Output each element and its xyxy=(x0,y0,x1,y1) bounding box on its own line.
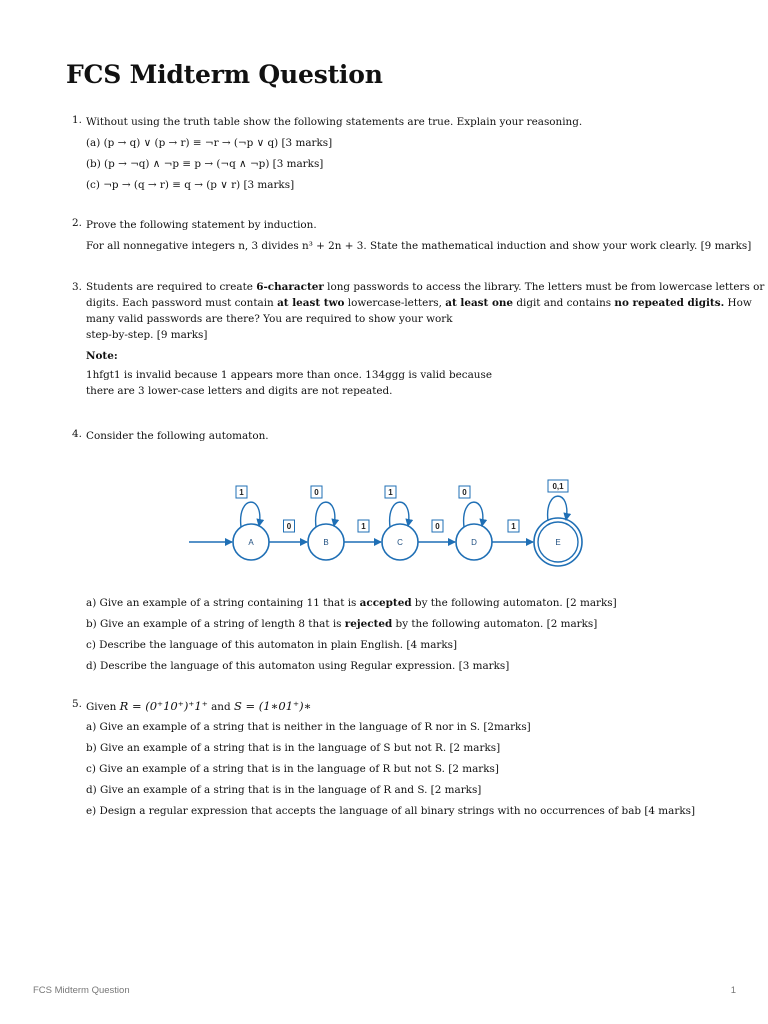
text: digits. Each password must contain xyxy=(86,297,278,309)
regex-s: S = (1∗01⁺)∗ xyxy=(233,699,312,713)
q2-line-2: For all nonnegative integers n, 3 divides n³ + 2n + 3. State the mathematical induction and show your work clearly. [9 marks] xyxy=(86,240,752,252)
text: by the following automaton. [2 marks] xyxy=(392,618,598,630)
q4-part-a xyxy=(86,593,706,614)
q1-part-c: (c) ¬p → (q → r) ≡ q → (p ∨ r) [3 marks] xyxy=(86,179,295,191)
footer-title: FCS Midterm Question xyxy=(33,985,130,996)
question-number: 5. xyxy=(72,698,82,710)
emphasis: rejected xyxy=(344,618,393,630)
q3-line-4: step-by-step. [9 marks] xyxy=(86,329,208,341)
question-body xyxy=(86,215,752,257)
emphasis: accepted xyxy=(359,597,412,609)
q4-part-b xyxy=(86,614,706,635)
regex-r: R = (0⁺10⁺)⁺1⁺ xyxy=(119,699,208,713)
automaton-layer xyxy=(189,480,582,566)
text: Students are required to create xyxy=(86,281,257,293)
q1-part-a: (a) (p → q) ∨ (p → r) ≡ ¬r → (¬p ∨ q) [3 marks] xyxy=(86,137,333,149)
question-body xyxy=(86,696,706,822)
edge-label: 0 xyxy=(435,522,440,531)
state-label: B xyxy=(323,538,329,547)
q5-part-d: d) Give an example of a string that is in the language of R and S. [2 marks] xyxy=(86,784,482,796)
q5-part-e: e) Design a regular expression that accepts the language of all binary strings with no occurrences of bab [4 marks] xyxy=(86,805,696,817)
text: digit and contains xyxy=(513,297,615,309)
q4-part-d: d) Describe the language of this automaton using Regular expression. [3 marks] xyxy=(86,660,510,672)
q1-intro: Without using the truth table show the following statements are true. Explain your reasoning. xyxy=(86,116,583,128)
q3-note-line-1: 1hfgt1 is invalid because 1 appears more than once. 134ggg is valid because xyxy=(86,369,492,381)
emphasis: 6-character xyxy=(256,281,324,293)
text: a) Give an example of a string containing 11 that is xyxy=(86,597,360,609)
text: by the following automaton. [2 marks] xyxy=(411,597,617,609)
q4-part-c: c) Describe the language of this automaton in plain English. [4 marks] xyxy=(86,639,458,651)
emphasis: at least two xyxy=(277,297,345,309)
edge-label: 1 xyxy=(511,522,516,531)
q3-line-3: many valid passwords are there? You are required to show your work xyxy=(86,313,453,325)
text: and xyxy=(207,701,234,713)
text: Given xyxy=(86,701,120,713)
q1-part-b: (b) (p → ¬q) ∧ ¬p ≡ p → (¬q ∧ ¬p) [3 marks] xyxy=(86,158,324,170)
question-body xyxy=(86,112,706,196)
q5-given xyxy=(86,696,706,717)
emphasis: no repeated digits. xyxy=(614,297,725,309)
text: long passwords to access the library. The letters must be from lowercase letters or xyxy=(323,281,765,293)
question-body xyxy=(86,279,765,399)
page-title: FCS Midterm Question xyxy=(66,60,383,89)
question-body xyxy=(86,593,706,677)
emphasis: at least one xyxy=(445,297,514,309)
loop-label: 0,1 xyxy=(552,482,564,491)
loop-label: 0 xyxy=(314,488,319,497)
question-number: 2. xyxy=(72,217,82,229)
edge-label: 0 xyxy=(286,522,292,531)
loop-label: 0 xyxy=(462,488,467,497)
text: b) Give an example of a string of length 8 that is xyxy=(86,618,345,630)
state-label: D xyxy=(471,538,477,547)
automaton-diagram xyxy=(184,470,594,570)
question-number: 4. xyxy=(72,428,82,440)
q5-part-a: a) Give an example of a string that is neither in the language of R nor in S. [2marks] xyxy=(86,721,531,733)
text: lowercase-letters, xyxy=(344,297,446,309)
page-number: 1 xyxy=(730,985,736,996)
q3-line-1 xyxy=(86,279,765,295)
q5-part-c: c) Give an example of a string that is in the language of R but not S. [2 marks] xyxy=(86,763,499,775)
q4-intro: Consider the following automaton. xyxy=(86,430,269,442)
q3-line-2 xyxy=(86,295,752,311)
state-label: A xyxy=(248,538,254,547)
q3-note-line-2: there are 3 lower-case letters and digits are not repeated. xyxy=(86,385,393,397)
text: How xyxy=(724,297,752,309)
state-label: C xyxy=(397,538,403,547)
q5-part-b: b) Give an example of a string that is in the language of S but not R. [2 marks] xyxy=(86,742,501,754)
question-number: 3. xyxy=(72,281,82,293)
state-label: E xyxy=(555,538,561,547)
loop-label: 1 xyxy=(388,488,393,497)
note-label: Note: xyxy=(86,350,118,362)
loop-label: 1 xyxy=(239,488,244,497)
q2-line-1: Prove the following statement by induction. xyxy=(86,219,317,231)
edge-label: 1 xyxy=(361,522,366,531)
question-number: 1. xyxy=(72,114,82,126)
question-body xyxy=(86,426,706,447)
q3-note-label xyxy=(86,346,706,367)
